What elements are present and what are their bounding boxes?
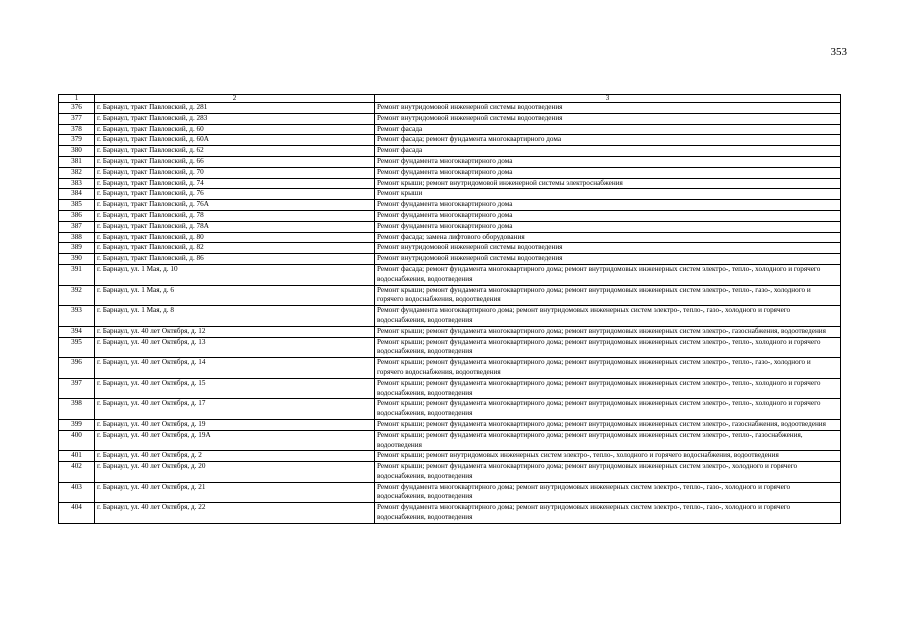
works-cell: Ремонт фундамента многоквартирного дома	[375, 200, 841, 211]
table-row	[59, 146, 841, 157]
table-row	[59, 419, 841, 430]
row-number: 389	[59, 243, 95, 254]
address-cell: г. Барнаул, тракт Павловский, д. 86	[95, 254, 375, 265]
row-number: 381	[59, 156, 95, 167]
address-cell: г. Барнаул, тракт Павловский, д. 74	[95, 178, 375, 189]
table-row	[59, 358, 841, 379]
table-row	[59, 200, 841, 211]
page-number: 353	[830, 46, 847, 58]
table-row	[59, 285, 841, 306]
row-number: 403	[59, 482, 95, 503]
works-cell: Ремонт крыши; ремонт фундамента многоквартирного дома; ремонт внутридомовых инженерных систем электро-, тепло-, газо-, холодного и горячего водоснабжения, водоотведения	[375, 358, 841, 379]
row-number: 385	[59, 200, 95, 211]
row-number: 376	[59, 103, 95, 114]
works-cell: Ремонт крыши; ремонт внутридомовой инженерной системы электроснабжения	[375, 178, 841, 189]
header-col-3: 3	[375, 95, 841, 103]
row-number: 404	[59, 503, 95, 524]
address-cell: г. Барнаул, тракт Павловский, д. 76	[95, 189, 375, 200]
works-cell: Ремонт крыши; ремонт фундамента многоквартирного дома; ремонт внутридомовых инженерных систем электро-, тепло-, холодного и горячего водоснабжения, водоотведения	[375, 399, 841, 420]
address-cell: г. Барнаул, ул. 40 лет Октября, д. 19	[95, 419, 375, 430]
works-cell: Ремонт фасада; ремонт фундамента многоквартирного дома; ремонт внутридомовых инженерных систем электро-, тепло-, холодного и горячего водоснабжения, водоотведения	[375, 264, 841, 285]
works-cell: Ремонт крыши; ремонт фундамента многоквартирного дома; ремонт внутридомовых инженерных систем электро-, тепло-, газоснабжения, водоотведения	[375, 430, 841, 451]
row-number: 390	[59, 254, 95, 265]
works-cell: Ремонт крыши; ремонт фундамента многоквартирного дома; ремонт внутридомовых инженерных систем электро-, газоснабжения, водоотведения	[375, 419, 841, 430]
address-cell: г. Барнаул, тракт Павловский, д. 66	[95, 156, 375, 167]
works-cell: Ремонт крыши; ремонт фундамента многоквартирного дома; ремонт внутридомовых инженерных систем электро-, тепло-, холодного и горячего водоснабжения, водоотведения	[375, 378, 841, 399]
table-row	[59, 264, 841, 285]
works-cell: Ремонт крыши; ремонт фундамента многоквартирного дома; ремонт внутридомовых инженерных систем электро-, газоснабжения, водоотведения	[375, 326, 841, 337]
table-row	[59, 378, 841, 399]
table-row	[59, 243, 841, 254]
row-number: 396	[59, 358, 95, 379]
table-header	[59, 95, 841, 103]
address-cell: г. Барнаул, ул. 40 лет Октября, д. 15	[95, 378, 375, 399]
works-cell: Ремонт фундамента многоквартирного дома	[375, 221, 841, 232]
address-cell: г. Барнаул, ул. 40 лет Октября, д. 20	[95, 462, 375, 483]
row-number: 382	[59, 167, 95, 178]
row-number: 379	[59, 135, 95, 146]
address-cell: г. Барнаул, ул. 40 лет Октября, д. 2	[95, 451, 375, 462]
row-number: 391	[59, 264, 95, 285]
table-row	[59, 232, 841, 243]
address-cell: г. Барнаул, тракт Павловский, д. 60А	[95, 135, 375, 146]
address-cell: г. Барнаул, тракт Павловский, д. 281	[95, 103, 375, 114]
address-cell: г. Барнаул, тракт Павловский, д. 80	[95, 232, 375, 243]
table-row	[59, 482, 841, 503]
row-number: 378	[59, 124, 95, 135]
table-row	[59, 430, 841, 451]
table-row	[59, 503, 841, 524]
table-row	[59, 306, 841, 327]
works-cell: Ремонт фасада	[375, 146, 841, 157]
row-number: 383	[59, 178, 95, 189]
address-cell: г. Барнаул, тракт Павловский, д. 82	[95, 243, 375, 254]
works-cell: Ремонт фундамента многоквартирного дома; ремонт внутридомовых инженерных систем электро-, тепло-, газо-, холодного и горячего водоснабжения, водоотведения	[375, 482, 841, 503]
address-cell: г. Барнаул, ул. 1 Мая, д. 10	[95, 264, 375, 285]
table-row	[59, 210, 841, 221]
address-cell: г. Барнаул, тракт Павловский, д. 283	[95, 113, 375, 124]
row-number: 386	[59, 210, 95, 221]
works-cell: Ремонт фундамента многоквартирного дома	[375, 210, 841, 221]
repair-table	[58, 94, 841, 524]
address-cell: г. Барнаул, ул. 40 лет Октября, д. 21	[95, 482, 375, 503]
address-cell: г. Барнаул, ул. 40 лет Октября, д. 19А	[95, 430, 375, 451]
table-row	[59, 462, 841, 483]
row-number: 394	[59, 326, 95, 337]
header-col-1: 1	[59, 95, 95, 103]
address-cell: г. Барнаул, ул. 40 лет Октября, д. 13	[95, 337, 375, 358]
row-number: 395	[59, 337, 95, 358]
row-number: 377	[59, 113, 95, 124]
address-cell: г. Барнаул, ул. 40 лет Октября, д. 22	[95, 503, 375, 524]
address-cell: г. Барнаул, ул. 40 лет Октября, д. 17	[95, 399, 375, 420]
table-row	[59, 124, 841, 135]
works-cell: Ремонт фундамента многоквартирного дома; ремонт внутридомовых инженерных систем электро-, тепло-, газо-, холодного и горячего водоснабжения, водоотведения	[375, 503, 841, 524]
works-cell: Ремонт крыши; ремонт внутридомовых инженерных систем электро-, тепло-, холодного и горячего водоснабжения, водоотведения	[375, 451, 841, 462]
row-number: 387	[59, 221, 95, 232]
works-cell: Ремонт фасада	[375, 124, 841, 135]
works-cell: Ремонт внутридомовой инженерной системы водоотведения	[375, 243, 841, 254]
row-number: 393	[59, 306, 95, 327]
table-row	[59, 178, 841, 189]
address-cell: г. Барнаул, тракт Павловский, д. 78А	[95, 221, 375, 232]
row-number: 388	[59, 232, 95, 243]
works-cell: Ремонт крыши	[375, 189, 841, 200]
row-number: 401	[59, 451, 95, 462]
address-cell: г. Барнаул, ул. 1 Мая, д. 6	[95, 285, 375, 306]
works-cell: Ремонт фасада; ремонт фундамента многоквартирного дома	[375, 135, 841, 146]
row-number: 398	[59, 399, 95, 420]
address-cell: г. Барнаул, тракт Павловский, д. 76А	[95, 200, 375, 211]
address-cell: г. Барнаул, тракт Павловский, д. 60	[95, 124, 375, 135]
table-row	[59, 103, 841, 114]
works-cell: Ремонт внутридомовой инженерной системы водоотведения	[375, 113, 841, 124]
table-row	[59, 254, 841, 265]
works-cell: Ремонт фундамента многоквартирного дома; ремонт внутридомовых инженерных систем электро-, тепло-, газо-, холодного и горячего водоснабжения, водоотведения	[375, 306, 841, 327]
works-cell: Ремонт фундамента многоквартирного дома	[375, 156, 841, 167]
header-row	[59, 95, 841, 103]
row-number: 384	[59, 189, 95, 200]
address-cell: г. Барнаул, тракт Павловский, д. 62	[95, 146, 375, 157]
table-body	[59, 103, 841, 524]
table-row	[59, 221, 841, 232]
address-cell: г. Барнаул, тракт Павловский, д. 78	[95, 210, 375, 221]
table-row	[59, 451, 841, 462]
works-cell: Ремонт фасада; замена лифтового оборудования	[375, 232, 841, 243]
address-cell: г. Барнаул, ул. 40 лет Октября, д. 12	[95, 326, 375, 337]
row-number: 400	[59, 430, 95, 451]
row-number: 402	[59, 462, 95, 483]
table-row	[59, 189, 841, 200]
table-row	[59, 167, 841, 178]
row-number: 399	[59, 419, 95, 430]
table-row	[59, 399, 841, 420]
header-col-2: 2	[95, 95, 375, 103]
row-number: 392	[59, 285, 95, 306]
works-cell: Ремонт внутридомовой инженерной системы водоотведения	[375, 254, 841, 265]
works-cell: Ремонт крыши; ремонт фундамента многоквартирного дома; ремонт внутридомовых инженерных систем электро-, холодного и горячего водоснабжения, водоотведения	[375, 462, 841, 483]
works-cell: Ремонт внутридомовой инженерной системы водоотведения	[375, 103, 841, 114]
works-cell: Ремонт крыши; ремонт фундамента многоквартирного дома; ремонт внутридомовых инженерных систем электро-, тепло-, газо-, холодного и горячего водоснабжения, водоотведения	[375, 285, 841, 306]
table-row	[59, 156, 841, 167]
row-number: 380	[59, 146, 95, 157]
table-row	[59, 337, 841, 358]
address-cell: г. Барнаул, тракт Павловский, д. 70	[95, 167, 375, 178]
table-row	[59, 135, 841, 146]
address-cell: г. Барнаул, ул. 40 лет Октября, д. 14	[95, 358, 375, 379]
table-row	[59, 326, 841, 337]
works-cell: Ремонт крыши; ремонт фундамента многоквартирного дома; ремонт внутридомовых инженерных систем электро-, тепло-, холодного и горячего водоснабжения, водоотведения	[375, 337, 841, 358]
works-cell: Ремонт фундамента многоквартирного дома	[375, 167, 841, 178]
table-row	[59, 113, 841, 124]
row-number: 397	[59, 378, 95, 399]
address-cell: г. Барнаул, ул. 1 Мая, д. 8	[95, 306, 375, 327]
